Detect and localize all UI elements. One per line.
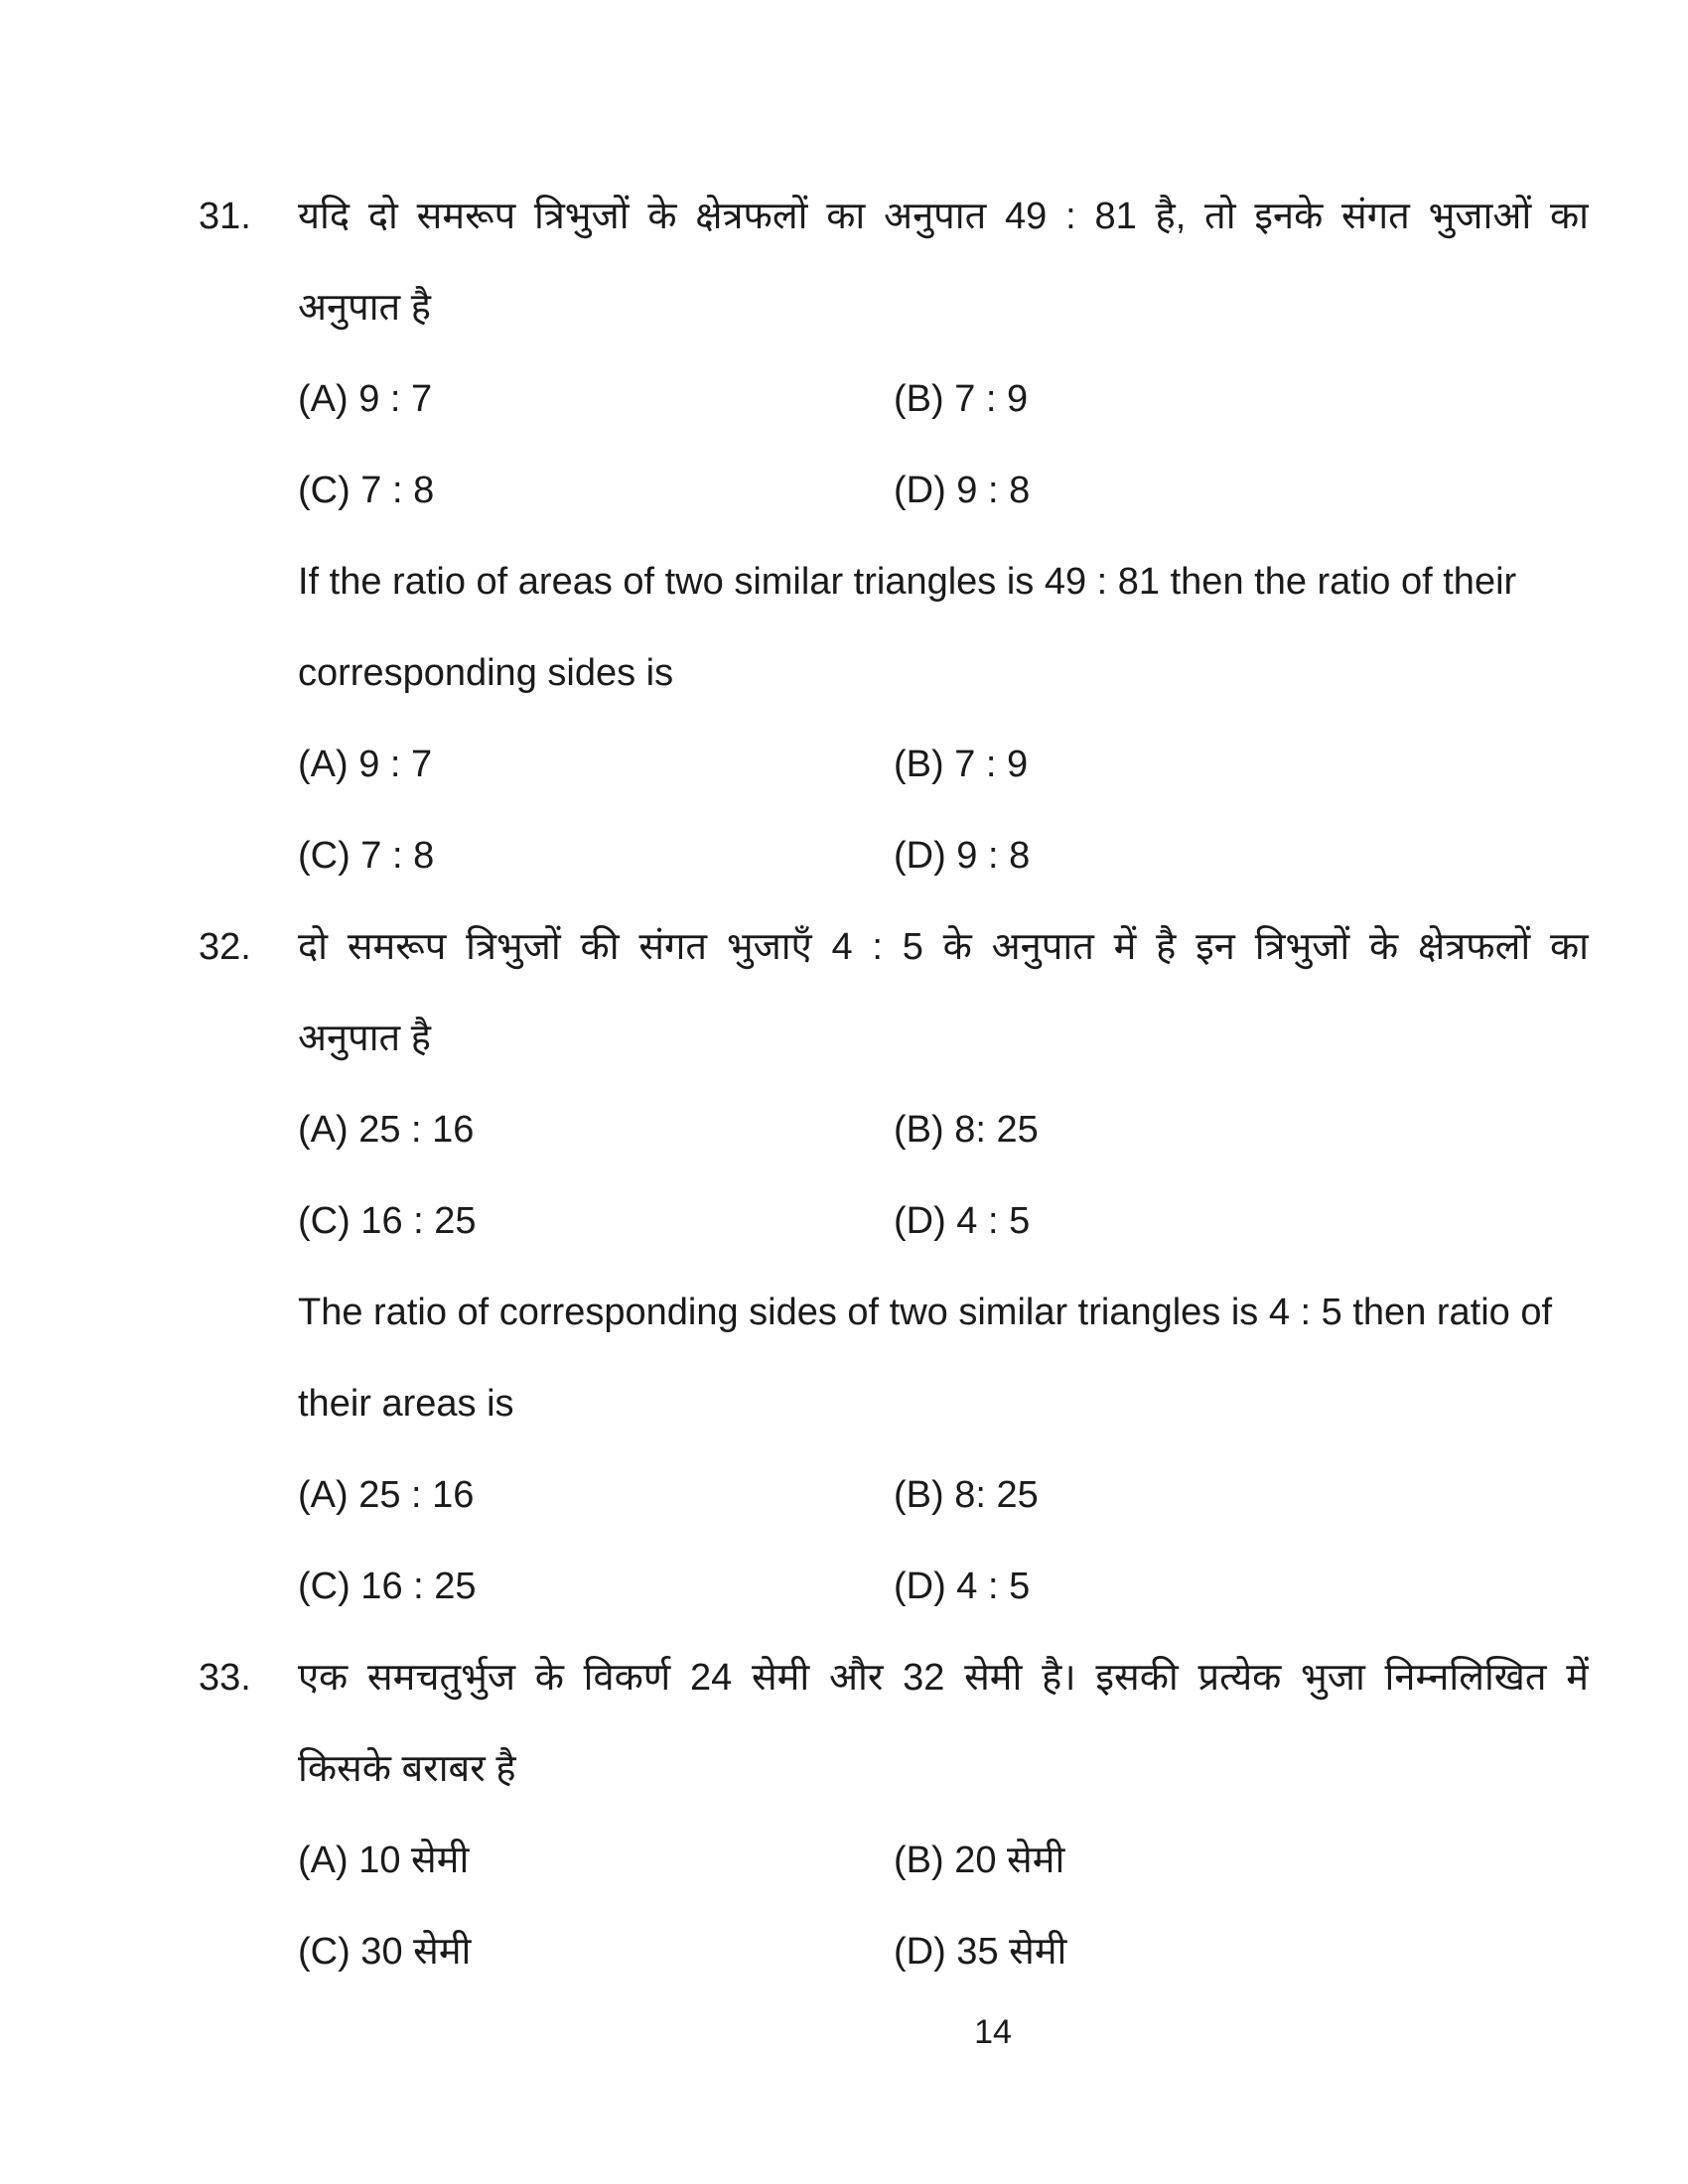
option-a: (A) 9 : 7 xyxy=(298,744,433,785)
question-number: 31. xyxy=(199,196,251,237)
option-b: (B) 8: 25 xyxy=(894,1109,1039,1151)
question-text-english-line-2: their areas is xyxy=(298,1383,514,1425)
option-d: (D) 35 सेमी xyxy=(894,1931,1067,1973)
question-text-hindi-line-2: किसके बराबर है xyxy=(298,1748,516,1790)
option-c: (C) 30 सेमी xyxy=(298,1931,472,1973)
option-c: (C) 7 : 8 xyxy=(298,470,435,511)
question-text-english-line-1: If the ratio of areas of two similar triangles is 49 : 81 then the ratio of their xyxy=(298,561,1517,603)
option-d: (D) 9 : 8 xyxy=(894,470,1031,511)
option-a: (A) 25 : 16 xyxy=(298,1474,475,1516)
question-33 xyxy=(199,1632,1589,1997)
question-32 xyxy=(199,901,1589,1632)
option-d: (D) 4 : 5 xyxy=(894,1200,1031,1242)
option-b: (B) 7 : 9 xyxy=(894,378,1029,420)
hindi-options-row-2 xyxy=(298,1175,1589,1267)
question-text-hindi-line-1: यदि दो समरूप त्रिभुजों के क्षेत्रफलों का अनुपात 49 : 81 है, तो इनके संगत भुजाओं का xyxy=(298,196,1589,237)
option-c: (C) 7 : 8 xyxy=(298,835,435,877)
option-c: (C) 16 : 25 xyxy=(298,1200,477,1242)
english-options-row-1 xyxy=(298,719,1589,810)
question-number: 33. xyxy=(199,1657,251,1699)
english-options-row-1 xyxy=(298,1449,1589,1541)
option-d: (D) 4 : 5 xyxy=(894,1566,1031,1607)
hindi-options-row-1 xyxy=(298,353,1589,445)
question-text-english-line-1: The ratio of corresponding sides of two similar triangles is 4 : 5 then ratio of xyxy=(298,1292,1553,1333)
question-text-hindi-line-1: एक समचतुर्भुज के विकर्ण 24 सेमी और 32 सेमी है। इसकी प्रत्येक भुजा निम्नलिखित में xyxy=(298,1657,1589,1699)
hindi-options-row-2 xyxy=(298,445,1589,536)
hindi-options-row-1 xyxy=(298,1815,1589,1906)
option-c: (C) 16 : 25 xyxy=(298,1566,477,1607)
question-text-hindi-line-2: अनुपात है xyxy=(298,1018,431,1059)
english-options-row-2 xyxy=(298,1541,1589,1632)
option-d: (D) 9 : 8 xyxy=(894,835,1031,877)
page-number: 14 xyxy=(974,2013,1012,2051)
option-a: (A) 10 सेमी xyxy=(298,1840,470,1881)
option-b: (B) 20 सेमी xyxy=(894,1840,1065,1881)
question-31 xyxy=(199,171,1589,901)
english-options-row-2 xyxy=(298,810,1589,901)
question-text-hindi-line-1: दो समरूप त्रिभुजों की संगत भुजाएँ 4 : 5 के अनुपात में है इन त्रिभुजों के क्षेत्रफलों का xyxy=(298,926,1589,968)
page-footer xyxy=(298,1997,1589,2067)
question-number: 32. xyxy=(199,926,251,968)
option-b: (B) 8: 25 xyxy=(894,1474,1039,1516)
hindi-options-row-1 xyxy=(298,1084,1589,1175)
option-a: (A) 25 : 16 xyxy=(298,1109,475,1151)
option-a: (A) 9 : 7 xyxy=(298,378,433,420)
question-text-english-line-2: corresponding sides is xyxy=(298,652,674,694)
hindi-options-row-2 xyxy=(298,1906,1589,1997)
question-text-hindi-line-2: अनुपात है xyxy=(298,287,431,329)
option-b: (B) 7 : 9 xyxy=(894,744,1029,785)
